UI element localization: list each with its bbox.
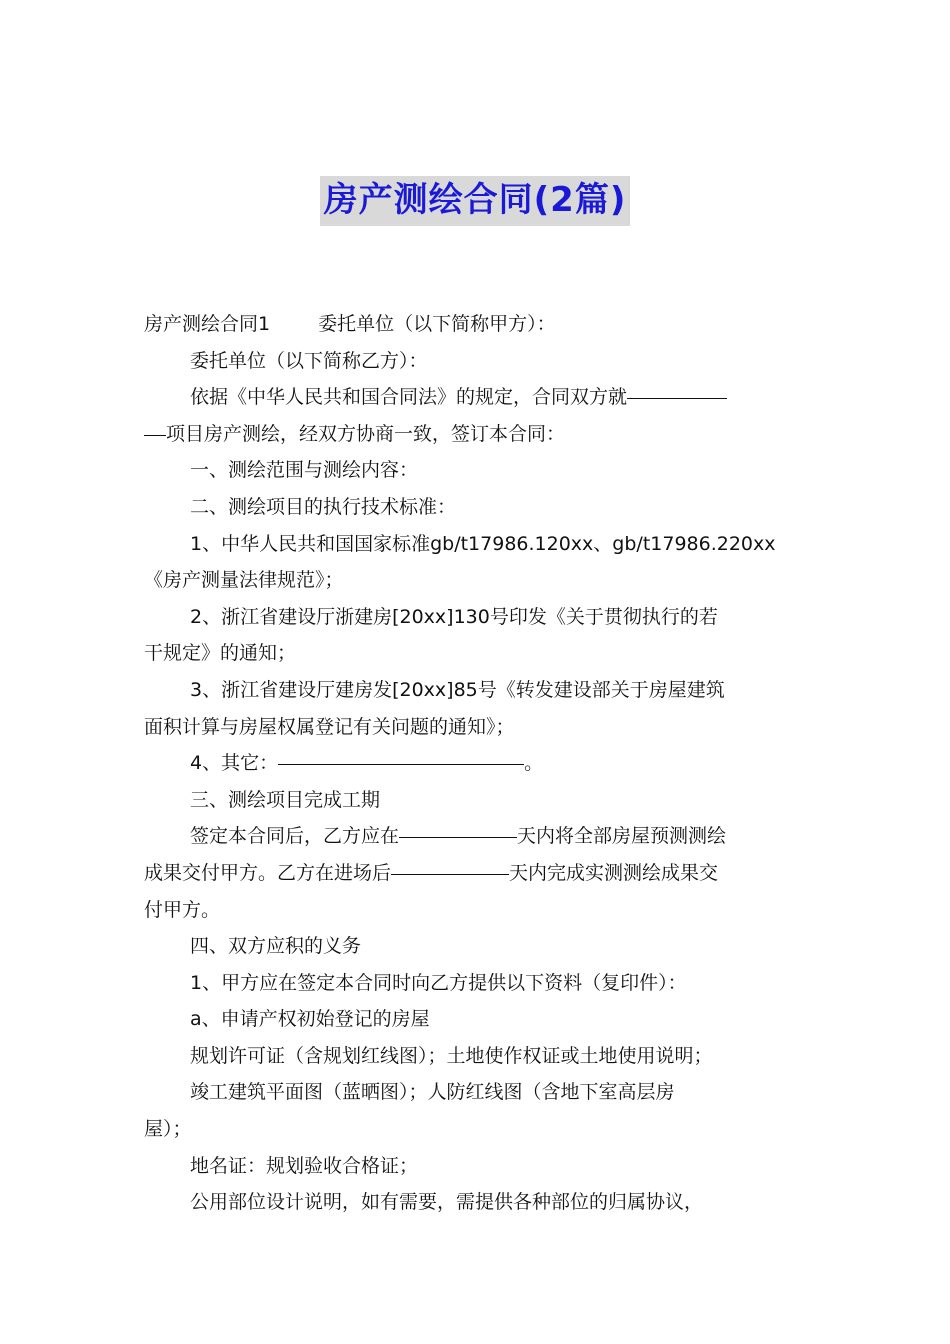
section-heading <box>144 452 808 489</box>
paragraph-line <box>144 892 808 929</box>
paragraph-line <box>144 1184 808 1221</box>
paragraph-line <box>144 599 808 636</box>
text-span: 项目房产测绘，经双方协商一致，签订本合同： <box>166 422 566 445</box>
section-heading <box>144 782 808 819</box>
document-body <box>144 306 808 1221</box>
paragraph-line <box>144 745 808 782</box>
text-span: 一、测绘范围与测绘内容： <box>190 459 419 482</box>
text-span: 付甲方。 <box>144 898 221 921</box>
text-span: 天内将全部房屋预测测绘 <box>517 825 727 848</box>
section-heading <box>144 489 808 526</box>
paragraph-line <box>144 416 808 453</box>
title-container <box>0 176 950 226</box>
text-span: 公用部位设计说明，如有需要，需提供各种部位的归属协议， <box>190 1191 704 1214</box>
text-span: 签定本合同后，乙方应在 <box>190 825 400 848</box>
text-span: 1、甲方应在签定本合同时向乙方提供以下资料（复印件）： <box>190 971 687 994</box>
paragraph-line <box>144 709 808 746</box>
other-standard-blank[interactable] <box>278 763 524 765</box>
survey-days-blank[interactable] <box>391 873 509 875</box>
section-heading <box>144 928 808 965</box>
party-b-label: 委托单位（以下简称乙方）： <box>190 349 428 372</box>
text-span: 天内完成实测测绘成果交 <box>509 861 719 884</box>
paragraph-line <box>144 306 808 343</box>
paragraph-line <box>144 1148 808 1185</box>
text-span: 二、测绘项目的执行技术标准： <box>190 495 457 518</box>
party-a-label: 委托单位（以下简称甲方）： <box>318 313 556 335</box>
document-title: 房产测绘合同(2篇) <box>320 176 631 226</box>
text-span: 3、浙江省建设厅建房发[20xx]85号《转发建设部关于房屋建筑 <box>190 678 725 701</box>
project-name-blank-continued[interactable] <box>144 434 166 436</box>
text-span: 《房产测量法律规范》； <box>144 569 344 592</box>
paragraph-line <box>144 855 808 892</box>
text-span: 竣工建筑平面图（蓝晒图）；人防红线图（含地下室高层房 <box>190 1081 675 1104</box>
text-span: 四、双方应积的义务 <box>190 935 362 958</box>
forecast-days-blank[interactable] <box>399 836 517 838</box>
text-span: 1、中华人民共和国国家标准gb/t17986.120xx、gb/t17986.220xx <box>190 532 776 555</box>
text-span: 4、其它： <box>190 752 279 775</box>
paragraph-line <box>144 562 808 599</box>
text-span: 。 <box>524 752 544 775</box>
paragraph-line <box>144 1001 808 1038</box>
paragraph-line <box>144 526 808 563</box>
contract-heading: 房产测绘合同1 <box>144 313 271 335</box>
paragraph-line <box>144 379 808 416</box>
paragraph-line <box>144 635 808 672</box>
text-span: 屋）； <box>144 1118 192 1141</box>
text-span: 成果交付甲方。乙方在进场后 <box>144 861 392 884</box>
text-span: 地名证：规划验收合格证； <box>190 1154 419 1177</box>
paragraph-line <box>144 965 808 1002</box>
paragraph-line <box>144 1111 808 1148</box>
text-span: 依据《中华人民共和国合同法》的规定，合同双方就 <box>190 386 628 409</box>
text-span: a、申请产权初始登记的房屋 <box>190 1008 430 1031</box>
project-name-blank[interactable] <box>627 397 727 399</box>
text-span: 三、测绘项目完成工期 <box>190 788 381 811</box>
paragraph-line <box>144 1074 808 1111</box>
text-span: 规划许可证（含规划红线图）；土地使作权证或土地使用说明； <box>190 1044 713 1067</box>
paragraph-line <box>144 672 808 709</box>
text-span: 2、浙江省建设厅浙建房[20xx]130号印发《关于贯彻执行的若 <box>190 605 718 628</box>
paragraph-line <box>144 343 808 380</box>
text-span: 干规定》的通知； <box>144 642 297 665</box>
paragraph-line <box>144 1038 808 1075</box>
text-span: 面积计算与房屋权属登记有关问题的通知》； <box>144 715 515 738</box>
paragraph-line <box>144 818 808 855</box>
